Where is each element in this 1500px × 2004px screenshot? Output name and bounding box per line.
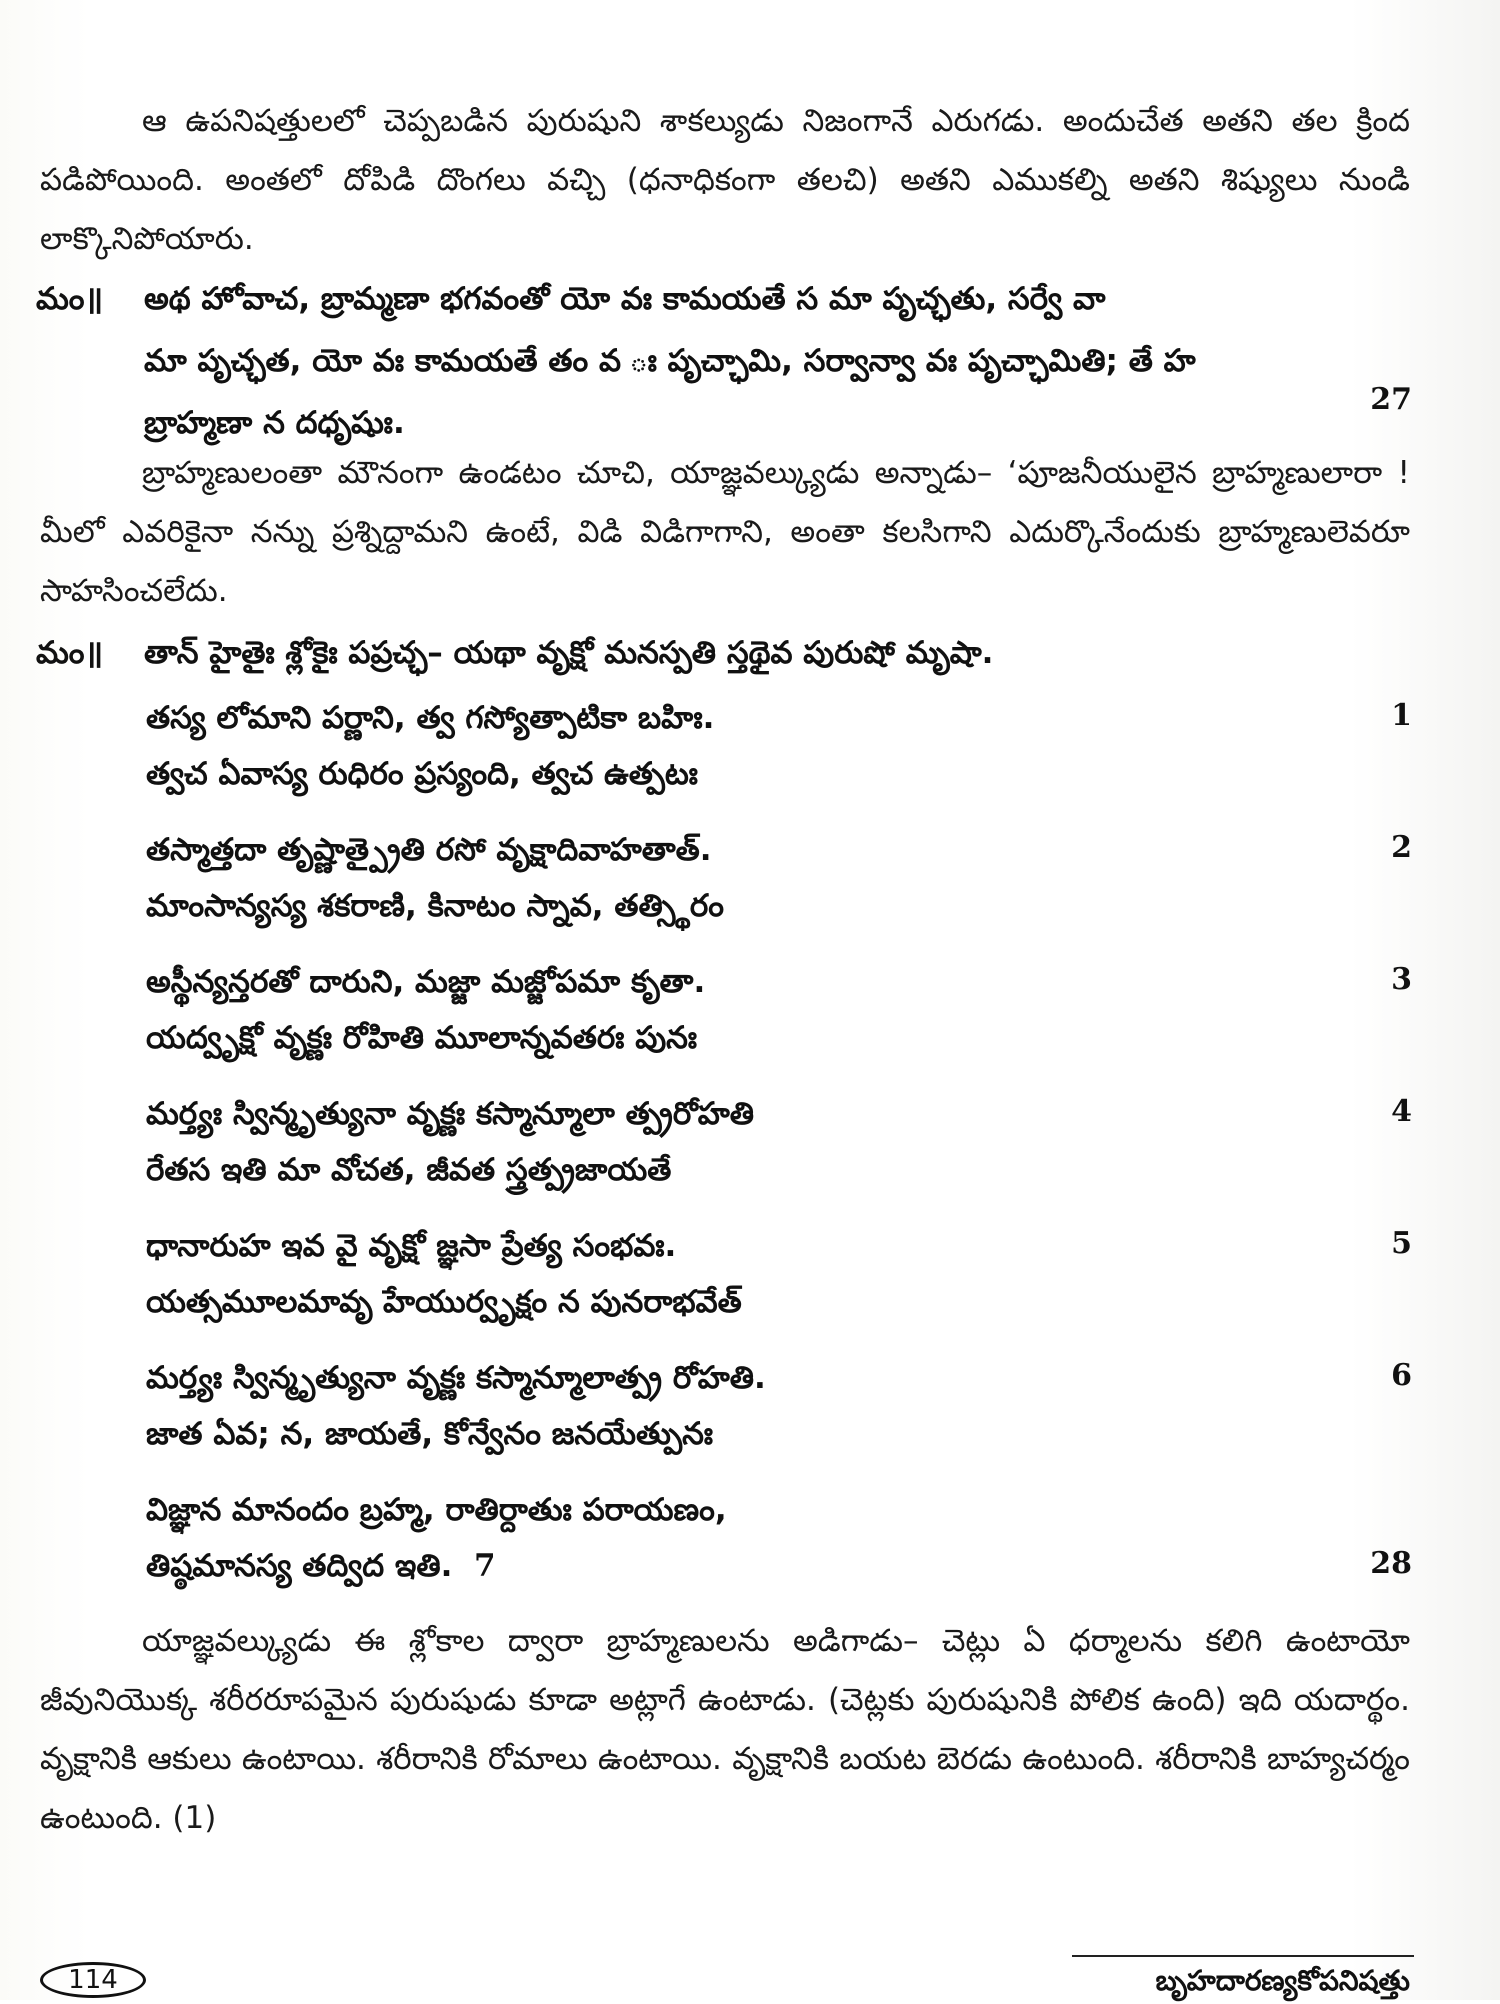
mantra-number: 28 bbox=[1370, 1546, 1412, 1581]
verse-number-inline: 7 bbox=[473, 1548, 496, 1584]
verse-line: తస్య లోమాని పర్ణాని, త్వ గస్యోత్పాటికా బహిః. bbox=[146, 700, 715, 736]
verse-line: అస్థీన్యన్తరతో దారుని, మజ్జా మజ్జోపమా కృతా. bbox=[146, 964, 706, 1000]
verse-line: ధానారుహ ఇవ వై వృక్షో జ్ఞసా ప్రేత్య సంభవః. bbox=[146, 1228, 677, 1264]
commentary-text-2: బ్రాహ్మణులంతా మౌనంగా ఉండటం చూచి, యాజ్ఞవల్క్యుడు అన్నాడు– ‘పూజనీయులైన బ్రాహ్మణులారా ! మీలో ఎవరికైనా నన్ను ప్రశ్నిద్దామని ఉంటే, విడి విడిగాగాని, అంతా కలసిగాని ఎదుర్కొనేందుకు బ్రాహ్మణులెవరూ సాహసించలేదు. bbox=[40, 455, 1410, 609]
mantra-line: తాన్ హైతైః శ్లోకైః పప్రచ్ఛ– యథా వృక్షో మనస్పతి స్తథైవ పురుషో మృషా. bbox=[144, 635, 994, 671]
verse-line bbox=[146, 1548, 496, 1591]
mantra-line: అథ హోవాచ, బ్రామ్మణా భగవంతో యో వః కామయతే స మా పృచ్ఛతు, సర్వే వా bbox=[144, 281, 1106, 317]
commentary-paragraph-3 bbox=[40, 1612, 1410, 1848]
verse-text: తిష్ఠమానస్య తద్విద ఇతి. bbox=[146, 1548, 453, 1584]
verse-line: త్వచ ఏవాస్య రుధిరం ప్రస్యంది, త్వచ ఉత్పటః bbox=[146, 756, 698, 792]
commentary-paragraph-2 bbox=[40, 444, 1410, 621]
page-number: 114 bbox=[68, 1965, 118, 1995]
commentary-text-1: ఆ ఉపనిషత్తులలో చెప్పబడిన పురుషుని శాకల్యుడు నిజంగానే ఎరుగడు. అందుచేత అతని తల క్రింద పడిపోయింది. అంతలో దోపిడి దొంగలు వచ్చి (ధనాధికంగా తలచి) అతని ఎముకల్ని అతని శిష్యులు నుండి లాక్కొనిపోయారు. bbox=[40, 103, 1410, 257]
commentary-text-3: యాజ్ఞవల్క్యుడు ఈ శ్లోకాల ద్వారా బ్రాహ్మణులను అడిగాడు– చెట్లు ఏ ధర్మాలను కలిగి ఉంటాయో జీవునియొక్క శరీరరూపమైన పురుషుడు కూడా అట్లాగే ఉంటాడు. (చెట్లకు పురుషునికి పోలిక ఉంది) ఇది యదార్థం. వృక్షానికి ఆకులు ఉంటాయి. శరీరానికి రోమాలు ఉంటాయి. వృక్షానికి బయట బెరడు ఉంటుంది. శరీరానికి బాహ్యచర్మం ఉంటుంది. (1) bbox=[40, 1623, 1410, 1836]
running-title: బృహదారణ్యకోపనిషత్తు bbox=[1155, 1964, 1410, 1997]
verse-number: 2 bbox=[1391, 830, 1412, 865]
mantra-line: మా పృచ్ఛత, యో వః కామయతే తం వ ః పృచ్ఛామి, సర్వాన్వా వః పృచ్ఛామితి; తే హ bbox=[144, 343, 1196, 379]
mantra-line: బ్రాహ్మణా న దధృషుః. bbox=[144, 405, 405, 441]
verse-line: జాత ఏవ; న, జాయతే, కోన్వేనం జనయేత్పునః bbox=[146, 1416, 714, 1452]
verse-line: మాంసాన్యస్య శకరాణి, కినాటం స్నావ, తత్స్థిరం bbox=[146, 888, 724, 924]
mantra-number: 27 bbox=[1370, 382, 1412, 417]
verse-line: తస్మాత్తదా తృష్ణాత్ప్రైతి రసో వృక్షాదివాహతాత్. bbox=[146, 832, 712, 868]
verse-line: మర్త్యః స్విన్మృత్యునా వృక్ణః కస్మాన్మూలాత్ప్ర రోహతి. bbox=[146, 1360, 766, 1396]
commentary-paragraph-1 bbox=[40, 92, 1410, 269]
verse-number: 6 bbox=[1391, 1358, 1412, 1393]
verse-number: 5 bbox=[1391, 1226, 1412, 1261]
verse-line: మర్త్యః స్విన్మృత్యునా వృక్ణః కస్మాన్మూలా త్ప్రరోహతి bbox=[146, 1096, 754, 1132]
verse-line: రేతస ఇతి మా వోచత, జీవత స్త్రత్ప్రజాయతే bbox=[146, 1152, 672, 1188]
verse-line: విజ్ఞాన మానందం బ్రహ్మ, రాతిర్దాతుః పరాయణం, bbox=[146, 1492, 727, 1528]
mantra-prefix: మం॥ bbox=[36, 281, 104, 317]
verse-line: యత్సమూలమావృ హేయుర్వృక్షం న పునరాభవేత్ bbox=[146, 1284, 742, 1320]
verse-number: 3 bbox=[1391, 962, 1412, 997]
verse-number: 1 bbox=[1391, 698, 1412, 733]
page-number-badge bbox=[40, 1962, 146, 1998]
verse-line: యద్వృక్షో వృక్ణః రోహితి మూలాన్నవతరః పునః bbox=[146, 1020, 698, 1056]
footer-divider bbox=[1072, 1955, 1414, 1957]
mantra-prefix: మం॥ bbox=[36, 635, 104, 671]
verse-number: 4 bbox=[1391, 1094, 1412, 1129]
